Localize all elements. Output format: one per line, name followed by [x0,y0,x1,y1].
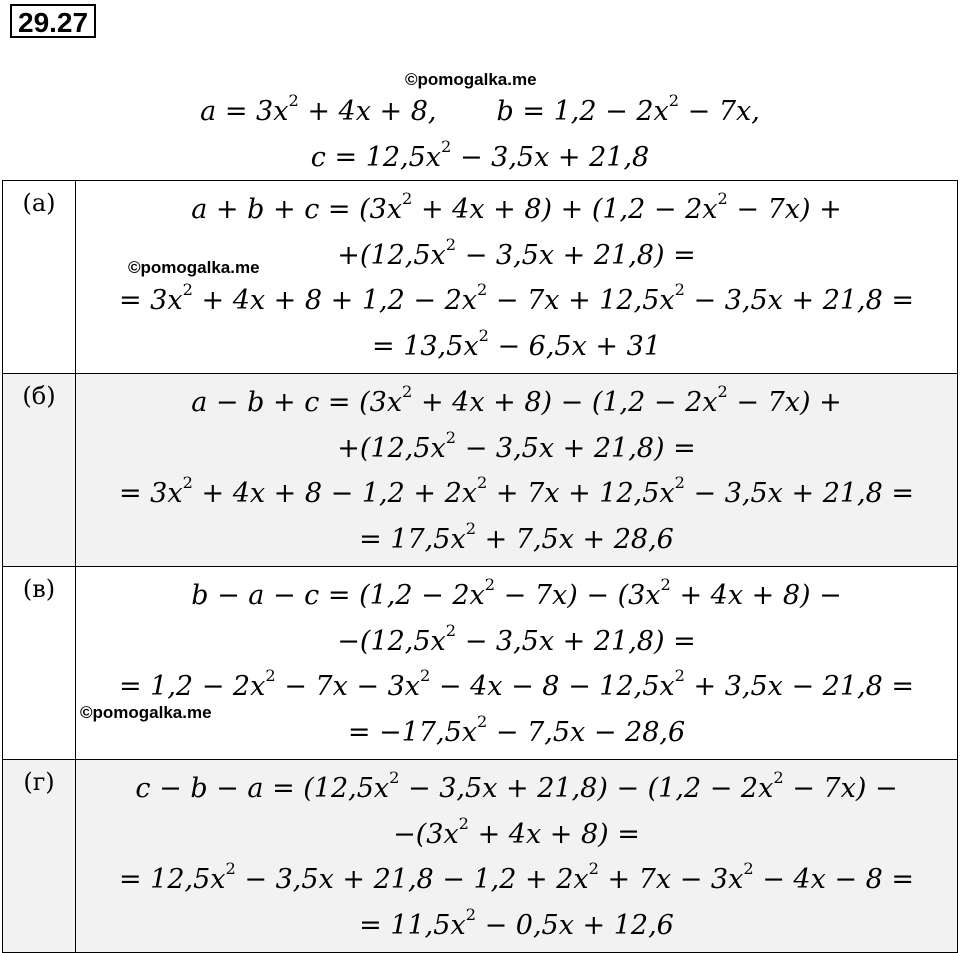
given-definitions-2 [0,137,960,174]
math-line: = $3x^2 + 4x + 8 - 1,2 + 2x^2 + 7x + 12,5x^2 - 3,5x + 21,8$ = [118,473,915,509]
part-row-g [3,760,958,953]
part-content [76,181,958,374]
part-label: (а) [3,181,76,374]
math-line: $+(12,5x^2 - 3,5x + 21,8)$ = [337,427,696,464]
part-label: (г) [3,760,76,953]
solution-table [2,180,958,953]
part-row-v [3,567,958,760]
part-label: (б) [3,374,76,567]
math-line: = $3x^2 + 4x + 8 + 1,2 - 2x^2 - 7x + 12,5x^2 - 3,5x + 21,8$ = [118,280,915,316]
given-c: $c = 12,5x^2 - 3,5x + 21,8$ [310,137,650,173]
math-line: = $17,5x^2 + 7,5x + 28,6$ [359,518,674,555]
watermark: ©pomogalka.me [80,703,212,722]
problem-number: 29.27 [10,4,96,38]
given-b: $b = 1,2 - 2x^2 - 7x$, [496,91,760,127]
given-definitions [0,91,960,128]
math-line: = $13,5x^2 - 6,5x + 31$ [372,325,661,362]
part-row-a [3,181,958,374]
math-line: $b - a - c = (1,2 - 2x^2 - 7x) - (3x^2 + 4x + 8)$ − [191,575,842,611]
part-row-b [3,374,958,567]
part-label: (в) [3,567,76,760]
watermark: ©pomogalka.me [405,70,537,89]
part-content [76,374,958,567]
math-line: $a + b + c = (3x^2 + 4x + 8) + (1,2 - 2x^2 - 7x)$ + [191,189,842,225]
math-line: = $1,2 - 2x^2 - 7x - 3x^2 - 4x - 8 - 12,5x^2 + 3,5x - 21,8$ = [118,666,915,702]
math-line: $-(12,5x^2 - 3,5x + 21,8)$ = [337,620,696,657]
math-line: $-(3x^2 + 4x + 8)$ = [393,813,640,850]
math-line: $a - b + c = (3x^2 + 4x + 8) - (1,2 - 2x^2 - 7x)$ + [191,382,842,418]
math-line: = $12,5x^2 - 3,5x + 21,8 - 1,2 + 2x^2 + 7x - 3x^2 - 4x - 8$ = [118,859,915,895]
math-line: = $11,5x^2 - 0,5x + 12,6$ [359,904,674,941]
part-content [76,567,958,760]
math-line: $+(12,5x^2 - 3,5x + 21,8)$ = [337,234,696,271]
math-line: = $-17,5x^2 - 7,5x - 28,6$ [347,711,686,748]
math-line: $c - b - a = (12,5x^2 - 3,5x + 21,8) - (1,2 - 2x^2 - 7x)$ − [135,768,898,804]
watermark: ©pomogalka.me [128,258,260,277]
part-content [76,760,958,953]
given-a: $a = 3x^2 + 4x + 8$, [200,91,437,127]
